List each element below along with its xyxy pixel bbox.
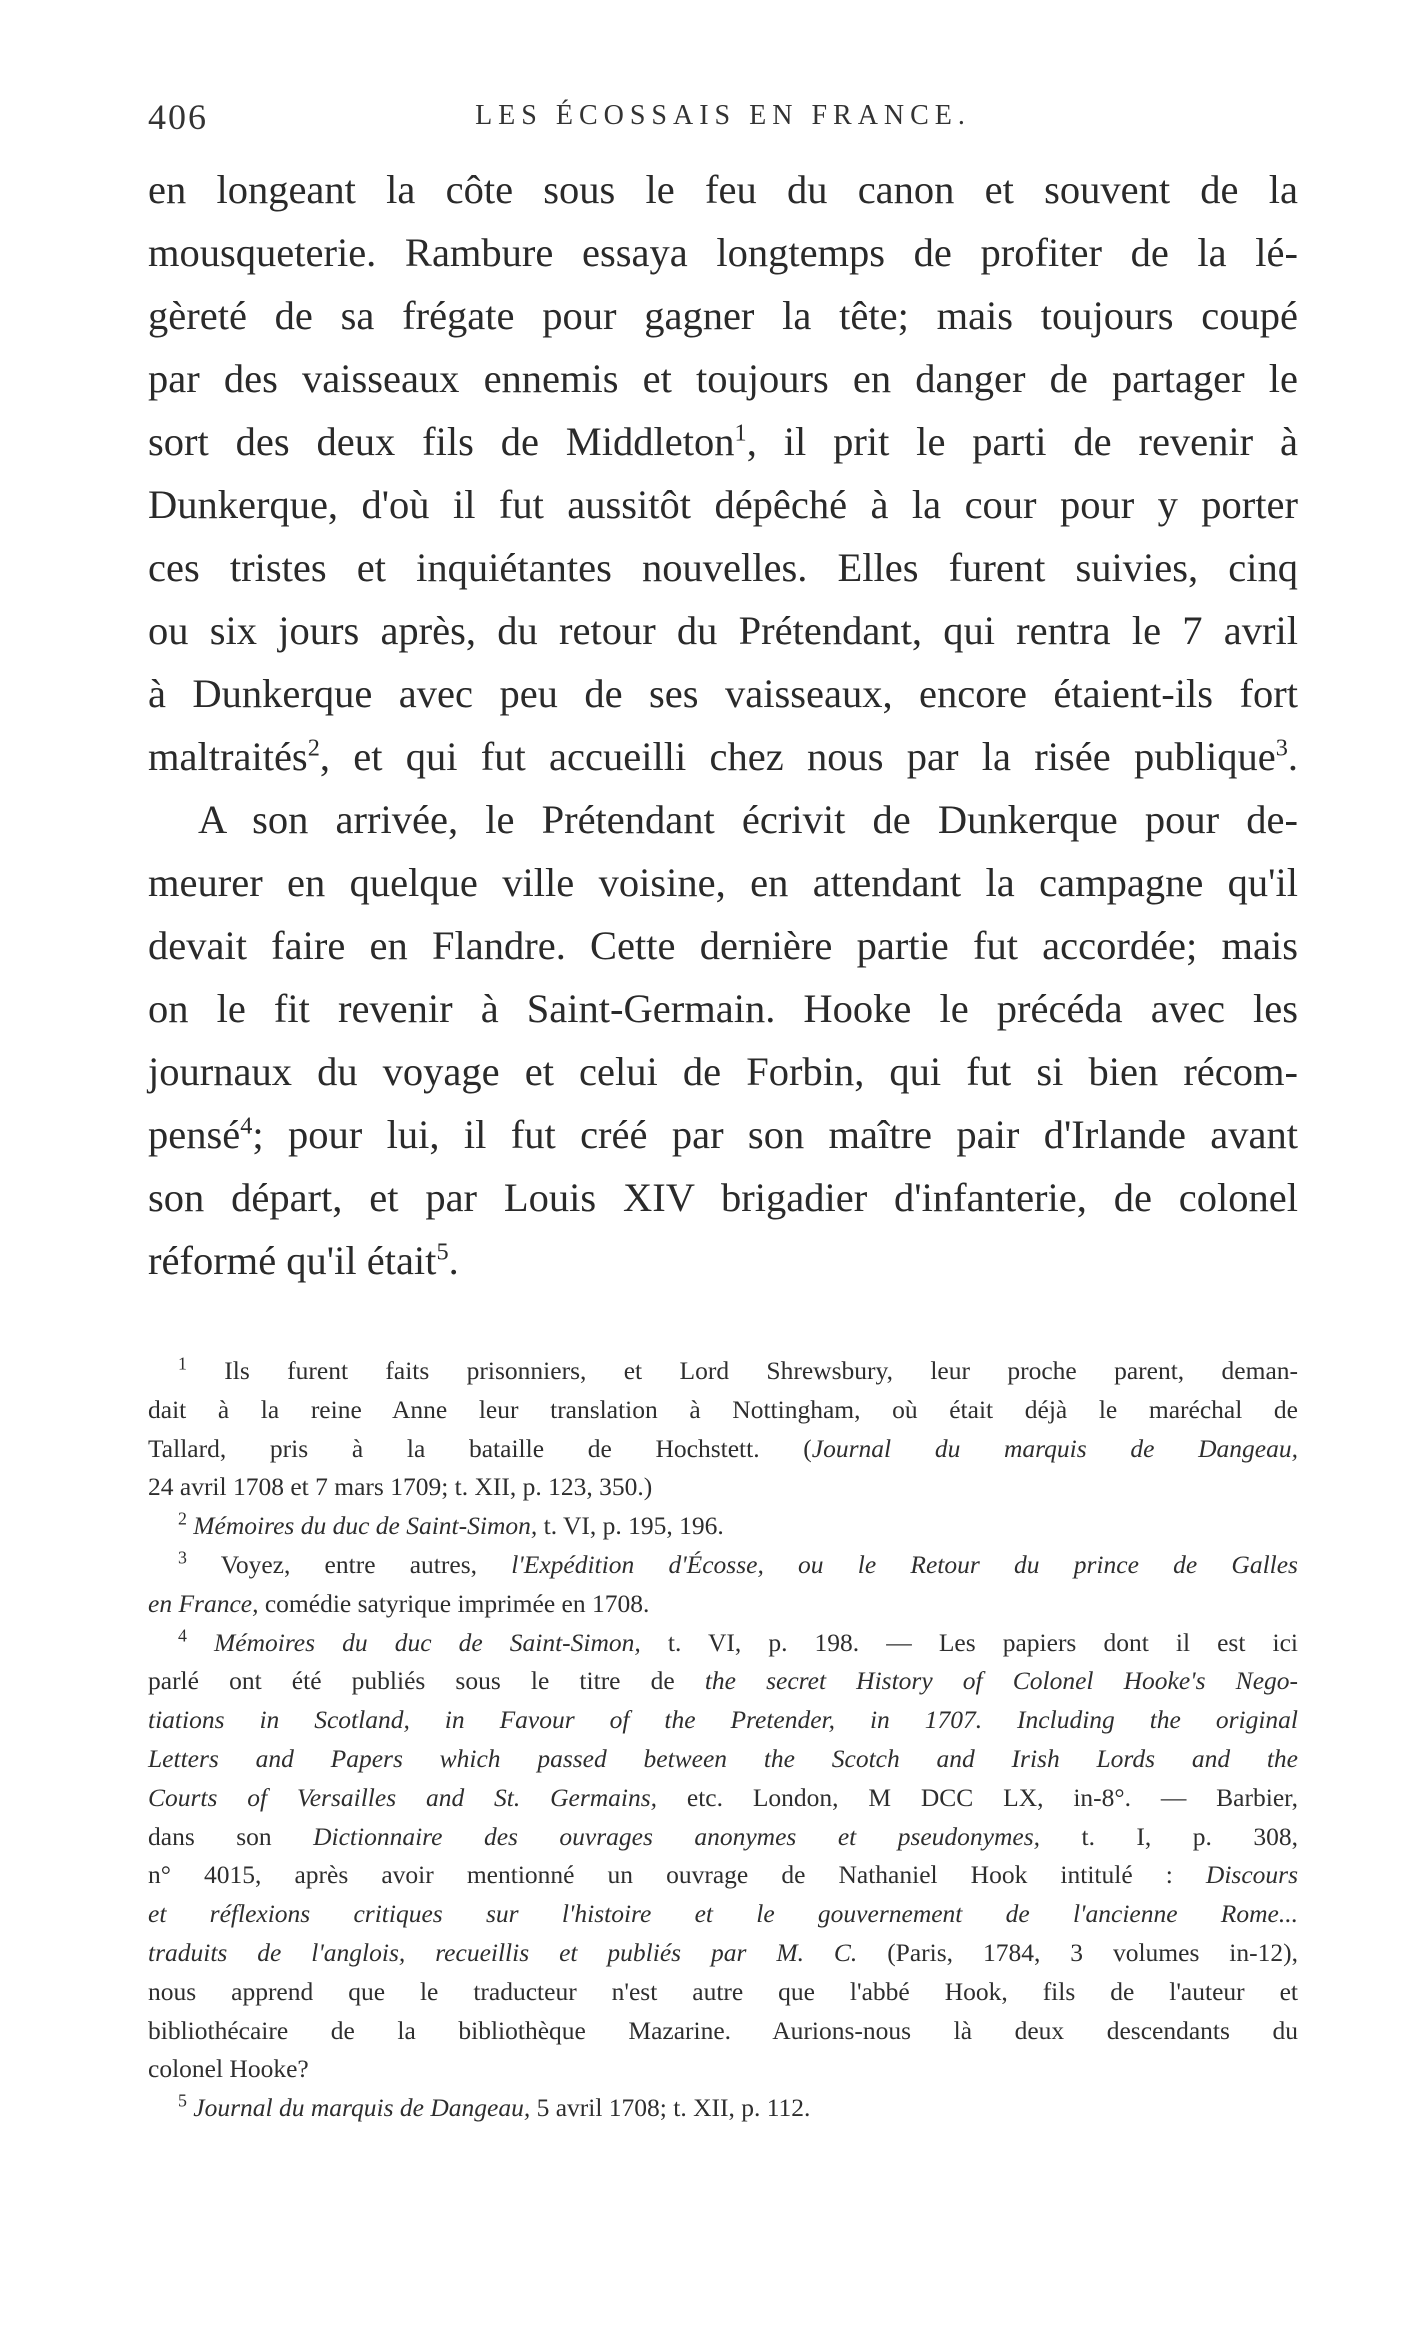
text-line: par des vaisseaux ennemis et toujours en danger de partager le	[148, 356, 1298, 401]
text-line: devait faire en Flandre. Cette dernière partie fut accordée; mais	[148, 923, 1298, 968]
text-line: dait à la reine Anne leur translation à Nottingham, où était déjà le maréchal de	[148, 1394, 1298, 1424]
text-line: Courts of Versailles and St. Germains, etc. London, M DCC LX, in-8°. — Barbier,	[148, 1782, 1298, 1812]
footnote-ref: 3	[1275, 734, 1288, 762]
footnote-3	[148, 1546, 1298, 1624]
text-line: $^3$ Voyez, entre autres, l'Expédition d'Écosse, ou le Retour du prince de Galles	[178, 1547, 1298, 1579]
footnote-ref: 2	[307, 734, 320, 762]
text-line: journaux du voyage et celui de Forbin, qui fut si bien récom-	[148, 1049, 1298, 1094]
footnote-mark: 1	[178, 1353, 187, 1374]
text-line: on le fit revenir à Saint-Germain. Hooke le précéda avec les	[148, 986, 1298, 1031]
footnote-ref: 1	[734, 419, 747, 447]
running-head	[148, 96, 1298, 140]
text-line: bibliothécaire de la bibliothèque Mazarine. Aurions-nous là deux descendants du	[148, 2015, 1298, 2045]
paragraph-2	[148, 788, 1298, 1292]
running-title: LES ÉCOSSAIS EN FRANCE.	[475, 100, 971, 131]
text-line: $^5$ Journal du marquis de Dangeau, 5 avril 1708; t. XII, p. 112.	[178, 2090, 811, 2123]
text-line: son départ, et par Louis XIV brigadier d'infanterie, de colonel	[148, 1175, 1298, 1220]
text-line: maltraités$^2$, et qui fut accueilli chez nous par la risée publique$^3$.	[148, 734, 1298, 779]
text-line: en longeant la côte sous le feu du canon et souvent de la	[148, 167, 1298, 212]
text-line: A son arrivée, le Prétendant écrivit de Dunkerque pour de-	[198, 797, 1298, 842]
text-line: Letters and Papers which passed between the Scotch and Irish Lords and the	[148, 1743, 1298, 1773]
text-line: ces tristes et inquiétantes nouvelles. Elles furent suivies, cinq	[148, 545, 1298, 590]
text-line: nous apprend que le traducteur n'est autre que l'abbé Hook, fils de l'auteur et	[148, 1976, 1298, 2006]
footnote-ref: 5	[436, 1238, 449, 1266]
footnote-mark: 2	[178, 1508, 187, 1529]
page-number: 406	[148, 97, 208, 137]
footnote-mark: 4	[178, 1625, 187, 1646]
text-line: à Dunkerque avec peu de ses vaisseaux, encore étaient-ils fort	[148, 671, 1298, 716]
text-line: meurer en quelque ville voisine, en attendant la campagne qu'il	[148, 860, 1298, 905]
footnote-mark: 3	[178, 1547, 187, 1568]
text-line: parlé ont été publiés sous le titre de the secret History of Colonel Hooke's Nego-	[148, 1666, 1299, 1696]
main-text	[148, 158, 1298, 1292]
paragraph-1	[148, 158, 1298, 788]
text-line: $^2$ Mémoires du duc de Saint-Simon, t. VI, p. 195, 196.	[178, 1508, 724, 1541]
text-line: réformé qu'il était$^5$.	[148, 1238, 459, 1283]
footnotes	[148, 1352, 1298, 2128]
text-line: $^4$ Mémoires du duc de Saint-Simon, t. VI, p. 198. — Les papiers dont il est ici	[178, 1625, 1299, 1657]
text-line: en France, comédie satyrique imprimée en 1708.	[148, 1588, 650, 1618]
text-line: traduits de l'anglois, recueillis et publiés par M. C. (Paris, 1784, 3 volumes in-12),	[148, 1937, 1298, 1967]
text-line: 24 avril 1708 et 7 mars 1709; t. XII, p. 123, 350.)	[148, 1472, 653, 1502]
footnote-ref: 4	[240, 1112, 253, 1140]
footnote-5	[148, 2089, 1298, 2128]
text-line: ou six jours après, du retour du Prétendant, qui rentra le 7 avril	[148, 608, 1298, 653]
text-line: mousqueterie. Rambure essaya longtemps de profiter de la lé-	[148, 230, 1298, 275]
text-line: pensé$^4$; pour lui, il fut créé par son maître pair d'Irlande avant	[148, 1112, 1298, 1157]
footnote-mark: 5	[178, 2090, 187, 2111]
text-line: n° 4015, après avoir mentionné un ouvrage de Nathaniel Hook intitulé : Discours	[148, 1860, 1298, 1890]
footnote-1	[148, 1352, 1298, 1507]
text-line: $^1$ Ils furent faits prisonniers, et Lord Shrewsbury, leur proche parent, deman-	[178, 1353, 1299, 1385]
text-line: gèreté de sa frégate pour gagner la tête; mais toujours coupé	[148, 293, 1298, 338]
text-line: sort des deux fils de Middleton$^1$, il prit le parti de revenir à	[148, 419, 1298, 464]
text-line: tiations in Scotland, in Favour of the Pretender, in 1707. Including the original	[148, 1705, 1298, 1735]
text-line: colonel Hooke?	[148, 2054, 309, 2084]
text-line: dans son Dictionnaire des ouvrages anonymes et pseudonymes, t. I, p. 308,	[148, 1821, 1298, 1851]
text-line: et réflexions critiques sur l'histoire et le gouvernement de l'ancienne Rome...	[148, 1899, 1298, 1929]
text-line: Dunkerque, d'où il fut aussitôt dépêché à la cour pour y porter	[148, 482, 1298, 527]
text-line: Tallard, pris à la bataille de Hochstett. (Journal du marquis de Dangeau,	[148, 1433, 1298, 1463]
footnote-2	[148, 1507, 1298, 1546]
footnote-4	[148, 1624, 1298, 2090]
